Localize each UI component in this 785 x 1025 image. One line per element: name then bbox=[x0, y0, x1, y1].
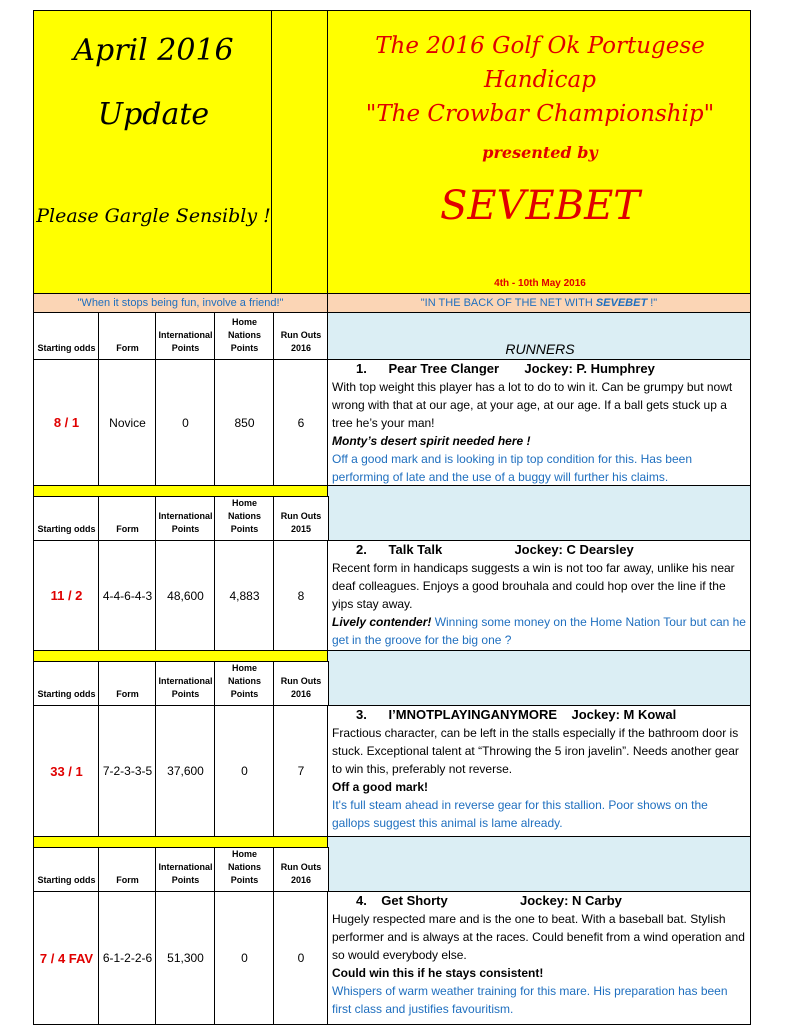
sponsor-name: SEVEBET bbox=[440, 183, 640, 229]
runner-description bbox=[327, 891, 751, 1025]
tagline-right-brand: SEVEBET bbox=[595, 297, 648, 309]
presented-by: presented by bbox=[482, 143, 598, 162]
championship-title-3: "The Crowbar Championship" bbox=[365, 101, 715, 127]
starting-odds-value: 8 / 1 bbox=[33, 359, 100, 486]
runner-verdict: Lively contender! bbox=[332, 615, 432, 629]
runner-comment: Whispers of warm weather training for this mare. His preparation has been first class and justifies favouritism. bbox=[332, 984, 728, 1016]
runner-profile: Fractious character, can be left in the stalls especially if the bathroom door is stuck. Exceptional talent at “Throwing the 5 iron javelin”. Needs another gear to win this, preferably not reverse. bbox=[332, 726, 739, 776]
home-nations-points-value: 0 bbox=[214, 705, 275, 837]
runner-comment: Off a good mark and is looking in tip top condition for this. Has been performing of late and the use of a buggy will further his claims. bbox=[332, 452, 692, 484]
separator-box bbox=[327, 836, 751, 892]
starting-odds-header: Starting odds bbox=[33, 312, 100, 360]
home-nations-points-value: 0 bbox=[214, 891, 275, 1025]
form-value: 7-2-3-3-5 bbox=[98, 705, 157, 837]
home-nations-points-value: 4,883 bbox=[214, 540, 275, 651]
runner-title: 2. Talk Talk Jockey: C Dearsley bbox=[356, 542, 634, 557]
update-month-title: April 2016 bbox=[73, 33, 234, 68]
runner-description bbox=[327, 359, 751, 486]
international-points-header: International Points bbox=[155, 661, 216, 706]
runner-description bbox=[327, 540, 751, 651]
starting-odds-value: 33 / 1 bbox=[33, 705, 100, 837]
home-nations-points-header: Home Nations Points bbox=[214, 847, 275, 892]
international-points-value: 37,600 bbox=[155, 705, 216, 837]
runner-profile: With top weight this player has a lot to do to win it. Can be grumpy but nowt wrong with that at our age, at your age, at our age. If a ball gets stuck up a tree he’s your man! bbox=[332, 380, 733, 430]
run-outs-header: Run Outs 2016 bbox=[273, 661, 329, 706]
form-value: Novice bbox=[98, 359, 157, 486]
runner-comment: It's full steam ahead in reverse gear for this stallion. Poor shows on the gallops suggest this animal is lame already. bbox=[332, 798, 708, 830]
runner-verdict: Off a good mark! bbox=[332, 780, 429, 794]
runner-title: 1. Pear Tree Clanger Jockey: P. Humphrey bbox=[356, 361, 655, 376]
runner-profile: Recent form in handicaps suggests a win is not too far away, unlike his near deaf colleagues. Enjoys a good brouhala and could hop over the line if the yips stay away. bbox=[332, 561, 735, 611]
runners-heading: RUNNERS bbox=[505, 341, 575, 357]
home-nations-points-header: Home Nations Points bbox=[214, 661, 275, 706]
event-dates: 4th - 10th May 2016 bbox=[494, 278, 586, 289]
runner-description bbox=[327, 705, 751, 837]
tagline-left bbox=[33, 293, 328, 313]
championship-title-1: The 2016 Golf Ok Portugese bbox=[375, 33, 705, 59]
header-right-panel bbox=[327, 10, 751, 294]
runner-verdict: Could win this if he stays consistent! bbox=[332, 966, 544, 980]
form-value: 6-1-2-2-6 bbox=[98, 891, 157, 1025]
gargle-subtitle: Please Gargle Sensibly ! bbox=[36, 205, 271, 227]
starting-odds-header: Starting odds bbox=[33, 847, 100, 892]
starting-odds-header: Starting odds bbox=[33, 496, 100, 541]
runner-title: 3. I’MNOTPLAYINGANYMORE Jockey: M Kowal bbox=[356, 707, 677, 722]
form-value: 4-4-6-4-3 bbox=[98, 540, 157, 651]
form-header: Form bbox=[98, 847, 157, 892]
tagline-right-post: !" bbox=[647, 297, 658, 309]
run-outs-header: Run Outs 2015 bbox=[273, 496, 329, 541]
tagline-right bbox=[327, 293, 751, 313]
international-points-value: 51,300 bbox=[155, 891, 216, 1025]
runners-heading-box bbox=[327, 312, 751, 360]
home-nations-points-value: 850 bbox=[214, 359, 275, 486]
header-spacer-panel bbox=[271, 10, 328, 294]
run-outs-value: 0 bbox=[273, 891, 329, 1025]
runner-verdict: Monty’s desert spirit needed here ! bbox=[332, 434, 531, 448]
international-points-value: 48,600 bbox=[155, 540, 216, 651]
form-header: Form bbox=[98, 661, 157, 706]
starting-odds-value: 7 / 4 FAV bbox=[33, 891, 100, 1025]
international-points-header: International Points bbox=[155, 847, 216, 892]
international-points-header: International Points bbox=[155, 312, 216, 360]
run-outs-value: 8 bbox=[273, 540, 329, 651]
separator-box bbox=[327, 650, 751, 706]
runner-comment: Winning some money on the Home Nation Tour but can he get in the groove for the big one ? bbox=[332, 615, 746, 647]
run-outs-header: Run Outs 2016 bbox=[273, 312, 329, 360]
run-outs-value: 6 bbox=[273, 359, 329, 486]
international-points-value: 0 bbox=[155, 359, 216, 486]
international-points-header: International Points bbox=[155, 496, 216, 541]
home-nations-points-header: Home Nations Points bbox=[214, 496, 275, 541]
runner-title: 4. Get Shorty Jockey: N Carby bbox=[356, 893, 622, 908]
home-nations-points-header: Home Nations Points bbox=[214, 312, 275, 360]
header-left-panel bbox=[33, 10, 272, 294]
run-outs-header: Run Outs 2016 bbox=[273, 847, 329, 892]
starting-odds-value: 11 / 2 bbox=[33, 540, 100, 651]
separator-box bbox=[327, 485, 751, 541]
run-outs-value: 7 bbox=[273, 705, 329, 837]
form-header: Form bbox=[98, 312, 157, 360]
update-title: Update bbox=[97, 97, 210, 132]
starting-odds-header: Starting odds bbox=[33, 661, 100, 706]
championship-title-2: Handicap bbox=[484, 67, 596, 93]
tagline-right-pre: "IN THE BACK OF THE NET WITH bbox=[420, 297, 596, 309]
form-header: Form bbox=[98, 496, 157, 541]
runner-profile: Hugely respected mare and is the one to beat. With a baseball bat. Stylish performer and is always at the races. Could benefit from a wind operation and so would everybody else. bbox=[332, 912, 745, 962]
tagline-left-text: "When it stops being fun, involve a friend!" bbox=[77, 297, 284, 309]
